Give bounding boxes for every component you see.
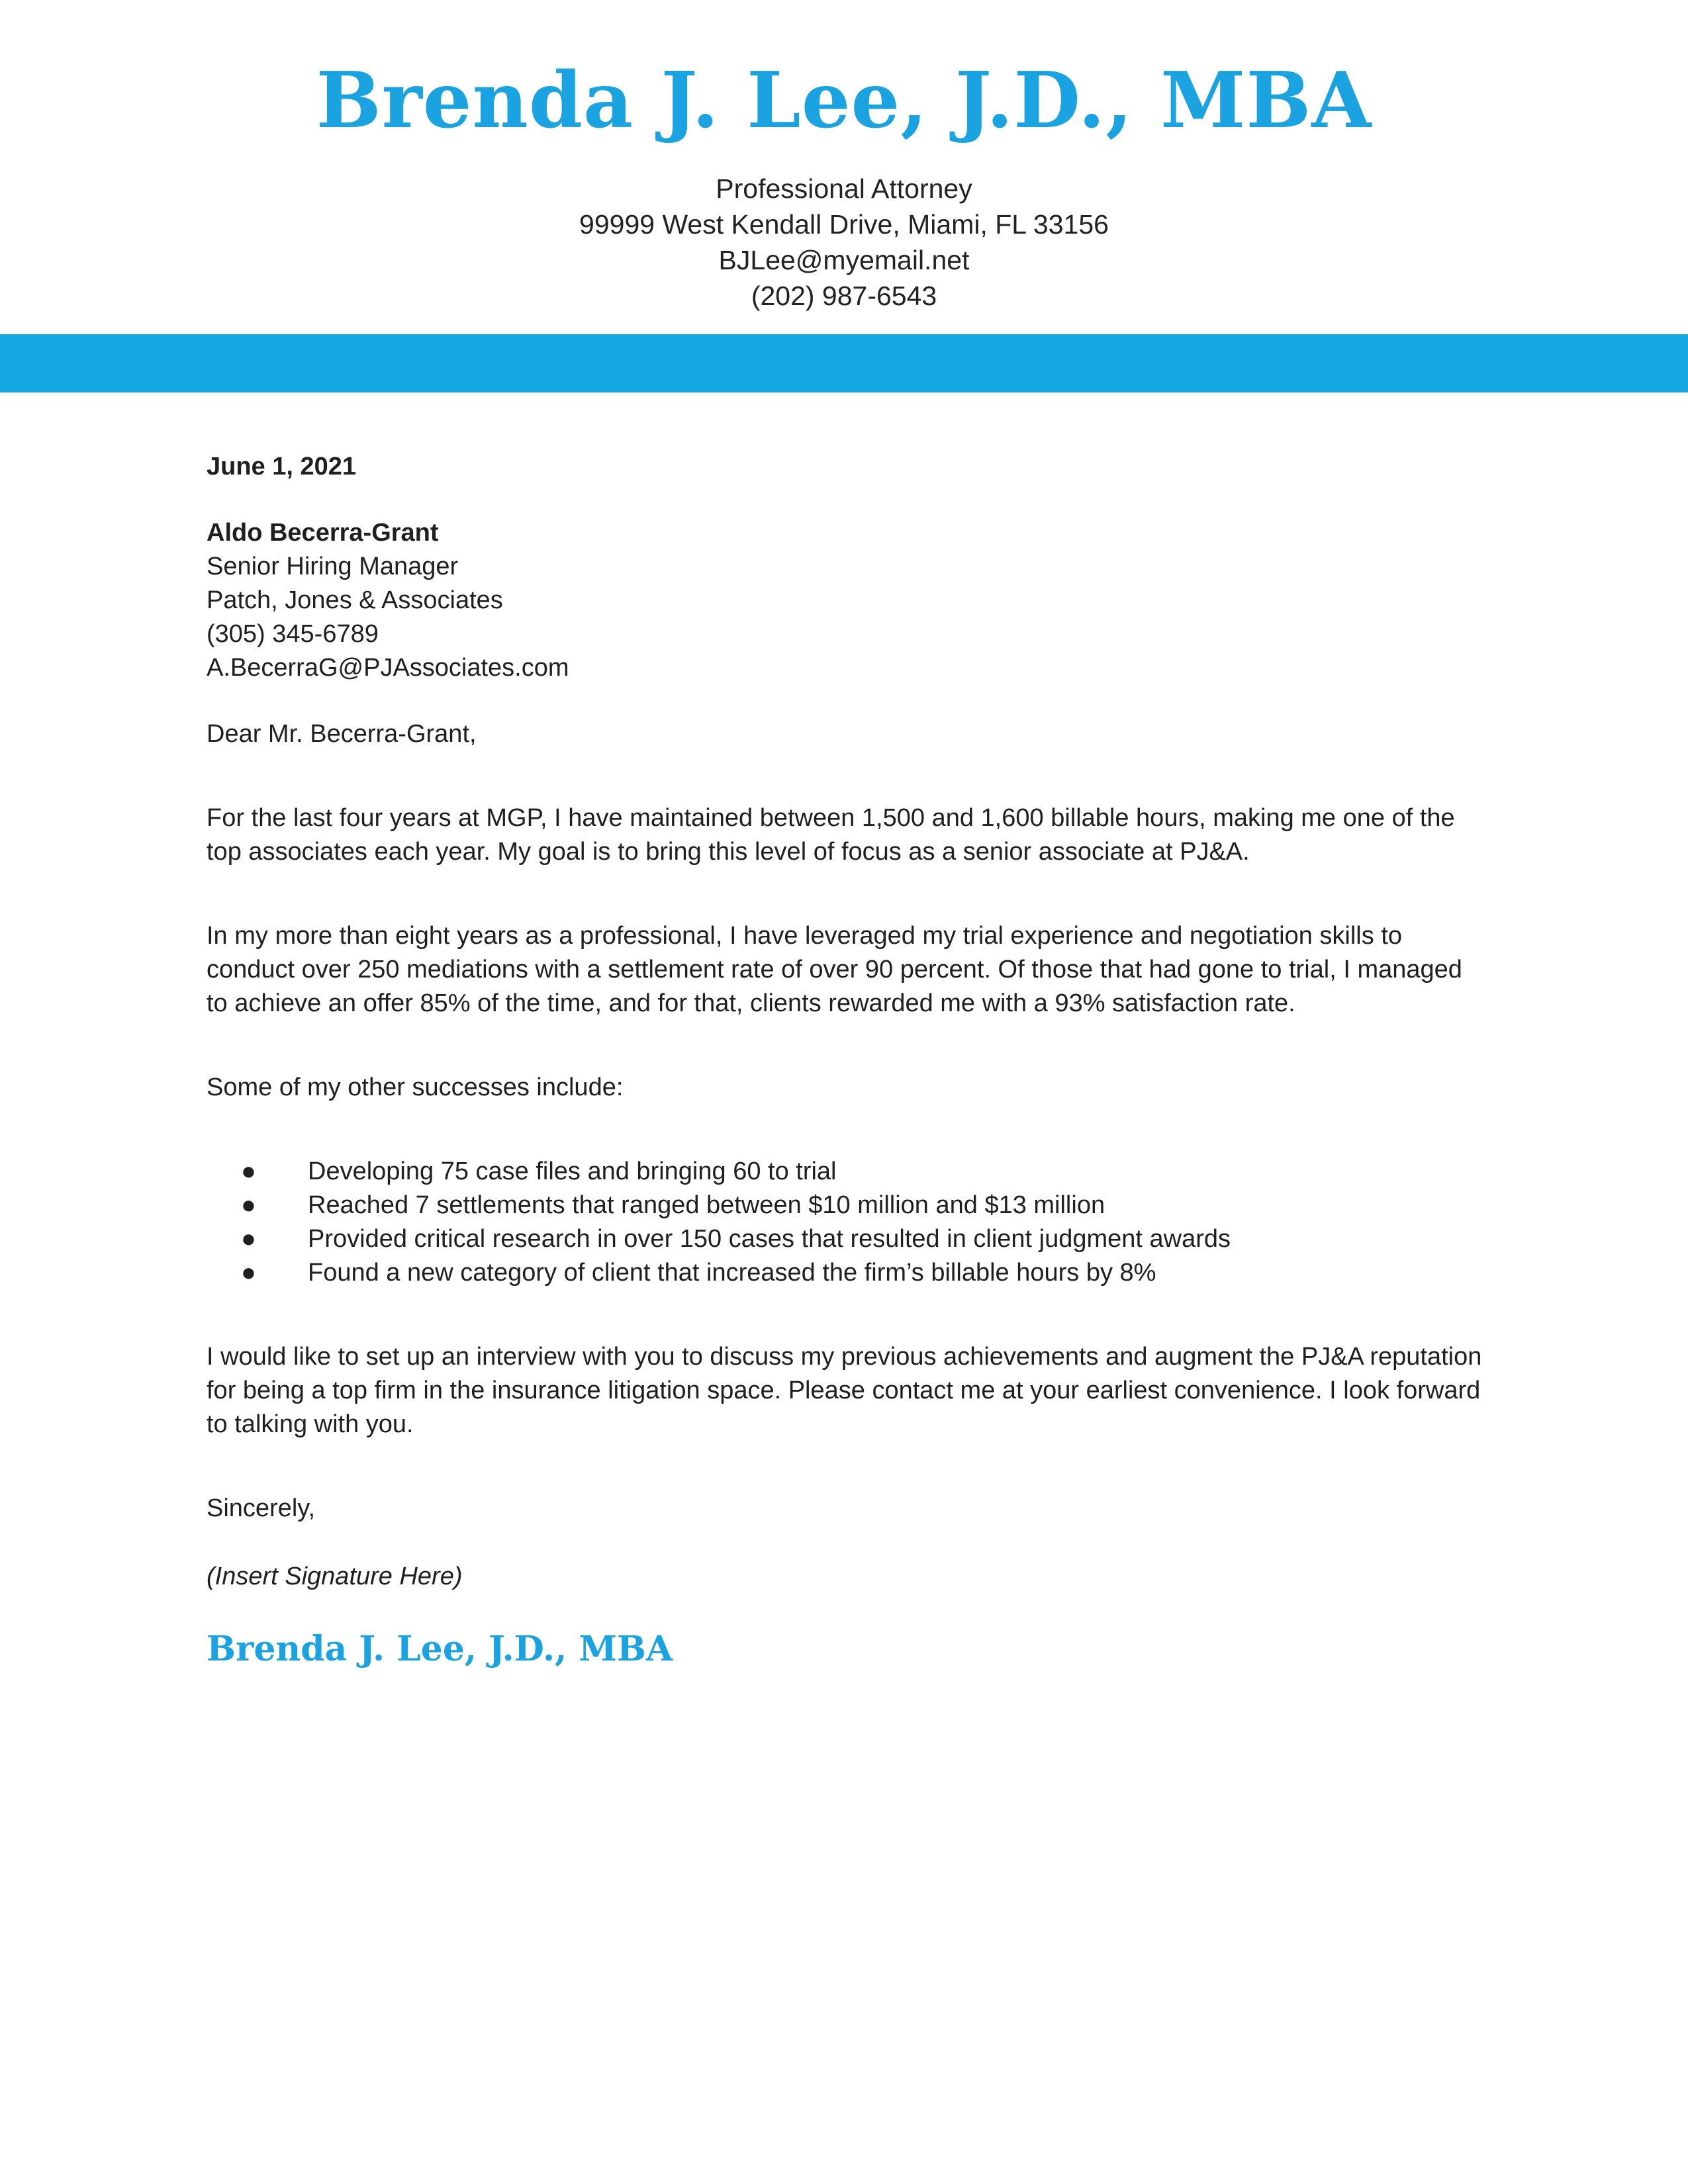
- sender-email: BJLee@myemail.net: [718, 245, 970, 275]
- signature-name: Brenda J. Lee, J.D., MBA: [207, 1629, 673, 1669]
- list-item: [207, 1256, 1484, 1290]
- bullet-icon: ●: [241, 1259, 256, 1287]
- letterhead: [0, 0, 1688, 334]
- recipient-email: A.BecerraG@PJAssociates.com: [207, 654, 569, 682]
- recipient-phone: (305) 345-6789: [207, 620, 379, 648]
- recipient-company: Patch, Jones & Associates: [207, 586, 503, 614]
- recipient-block: [207, 516, 1484, 685]
- sender-name: Brenda J. Lee, J.D., MBA: [316, 56, 1372, 146]
- bullet-icon: ●: [241, 1225, 256, 1253]
- list-item-text: Found a new category of client that increased the firm’s billable hours by 8%: [308, 1259, 1156, 1287]
- list-item: [207, 1222, 1484, 1256]
- sender-address: 99999 West Kendall Drive, Miami, FL 33156: [579, 209, 1109, 240]
- closing-line: Sincerely,: [207, 1494, 316, 1522]
- accent-bar: [0, 334, 1688, 392]
- letter-date: June 1, 2021: [207, 453, 357, 480]
- bullet-icon: ●: [241, 1158, 256, 1185]
- list-item-text: Provided critical research in over 150 cases that resulted in client judgment awards: [308, 1225, 1231, 1253]
- successes-list: [207, 1155, 1484, 1290]
- bullet-icon: ●: [241, 1191, 256, 1219]
- sender-contact-block: [0, 171, 1688, 314]
- recipient-title: Senior Hiring Manager: [207, 553, 459, 580]
- signature-placeholder: (Insert Signature Here): [207, 1563, 463, 1590]
- sender-title: Professional Attorney: [716, 173, 972, 204]
- list-item: [207, 1155, 1484, 1189]
- successes-intro: Some of my other successes include:: [207, 1073, 624, 1101]
- body-paragraph: In my more than eight years as a professional, I have leveraged my trial experience and negotiation skills to conduct over 250 mediations with a settlement rate of over 90 percent. Of those that had gone to trial, I managed to achieve an offer 85% of the time, and for that, clients rewarded me with a 93% satisfaction rate.: [207, 922, 1462, 1017]
- list-item-text: Reached 7 settlements that ranged between $10 million and $13 million: [308, 1191, 1105, 1219]
- salutation: Dear Mr. Becerra-Grant,: [207, 720, 477, 748]
- list-item-text: Developing 75 case files and bringing 60 to trial: [308, 1158, 837, 1185]
- sender-phone: (202) 987-6543: [751, 281, 937, 311]
- recipient-name: Aldo Becerra-Grant: [207, 519, 439, 547]
- list-item: [207, 1189, 1484, 1222]
- body-paragraph: For the last four years at MGP, I have maintained between 1,500 and 1,600 billable hours, making me one of the top associates each year. My goal is to bring this level of focus as a senior associate at PJ&A.: [207, 804, 1455, 866]
- closing-paragraph: I would like to set up an interview with you to discuss my previous achievements and augment the PJ&A reputation for being a top firm in the insurance litigation space. Please contact me at your earliest convenience. I look forward to talking with you.: [207, 1343, 1482, 1438]
- letter-body: [207, 450, 1484, 1670]
